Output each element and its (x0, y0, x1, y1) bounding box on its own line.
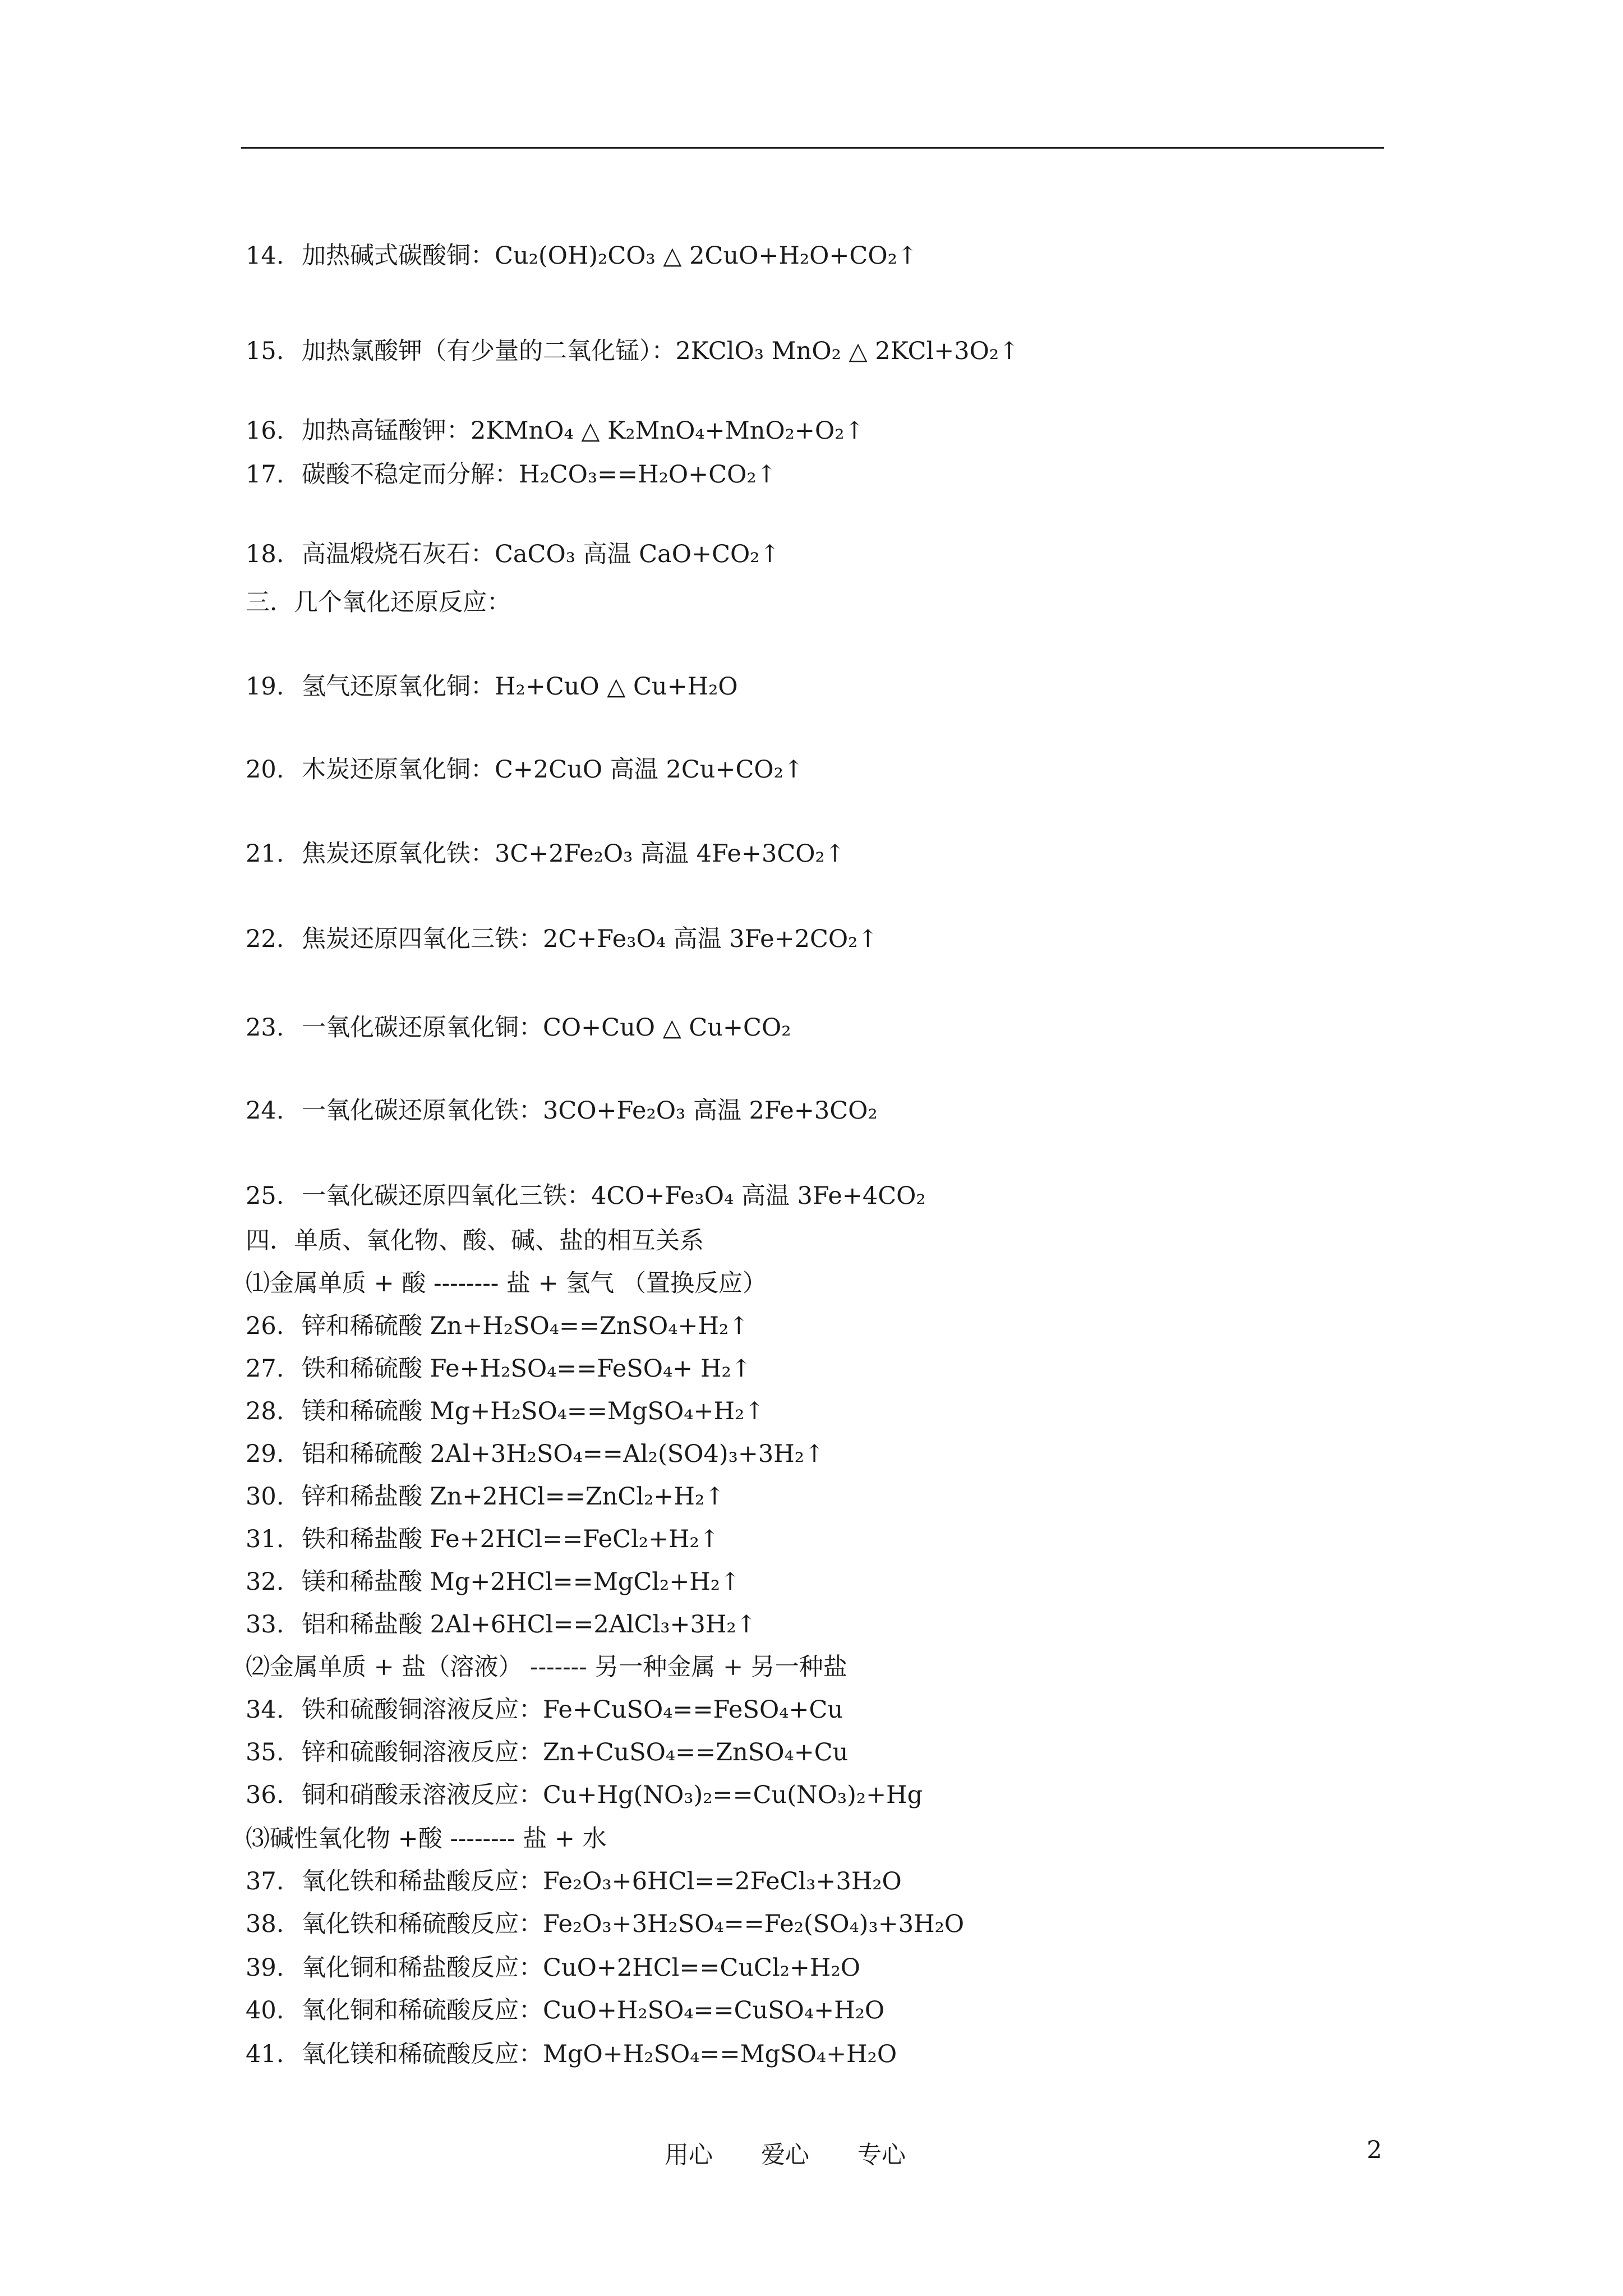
equation-line (246, 1481, 725, 1512)
equation-line (246, 1012, 791, 1043)
equation-number: 32. (246, 1568, 284, 1596)
equation-text: 氧化铁和稀盐酸反应：Fe₂O₃+6HCl==2FeCl₃+3H₂O (302, 1867, 902, 1895)
equation-line (246, 1866, 902, 1897)
equation-number: 33. (246, 1611, 284, 1639)
equation-line (246, 240, 917, 272)
equation-number: 22. (246, 925, 284, 953)
equation-text: 铁和硫酸铜溶液反应：Fe+CuSO₄==FeSO₄+Cu (302, 1696, 843, 1724)
equation-line (246, 459, 777, 490)
equation-text: 镁和稀硫酸 Mg+H₂SO₄==MgSO₄+H₂↑ (302, 1397, 765, 1425)
equation-text: 碳酸不稳定而分解：H₂CO₃==H₂O+CO₂↑ (302, 461, 777, 489)
footer-motto (665, 2136, 954, 2170)
equation-number: 35. (246, 1738, 284, 1766)
equation-text: 锌和稀硫酸 Zn+H₂SO₄==ZnSO₄+H₂↑ (302, 1312, 749, 1340)
equation-number: 15. (246, 337, 284, 365)
equation-text: 铁和稀盐酸 Fe+2HCl==FeCl₂+H₂↑ (302, 1525, 720, 1553)
equation-line (246, 1995, 884, 2026)
equation-text: 焦炭还原氧化铁：3C+2Fe₂O₃ 高温 4Fe+3CO₂↑ (302, 840, 845, 868)
equation-line (246, 1438, 824, 1470)
equation-number: 23. (246, 1014, 284, 1042)
footer-word: 爱心 (761, 2141, 809, 2169)
equation-text: 镁和稀盐酸 Mg+2HCl==MgCl₂+H₂↑ (302, 1568, 741, 1596)
equation-number: 17. (246, 461, 284, 489)
equation-number: 34. (246, 1696, 284, 1724)
equation-text: 加热高锰酸钾：2KMnO₄ △ K₂MnO₄+MnO₂+O₂↑ (302, 417, 865, 445)
subsection-heading-text: ⑵金属单质 + 盐（溶液） ------- 另一种金属 + 另一种盐 (246, 1653, 847, 1681)
equation-number: 28. (246, 1397, 284, 1425)
equation-line (246, 1310, 749, 1342)
equation-line (246, 1779, 923, 1811)
equation-number: 30. (246, 1483, 284, 1511)
equation-text: 焦炭还原四氧化三铁：2C+Fe₃O₄ 高温 3Fe+2CO₂↑ (302, 925, 878, 953)
equation-number: 24. (246, 1097, 284, 1125)
equation-number: 37. (246, 1867, 284, 1895)
equation-line (246, 335, 1019, 367)
equation-line (246, 1609, 757, 1640)
equation-line (246, 2039, 897, 2070)
equation-number: 41. (246, 2040, 284, 2068)
equation-line (246, 1737, 848, 1768)
subsection-heading (246, 1823, 607, 1855)
equation-text: 氧化铁和稀硫酸反应：Fe₂O₃+3H₂SO₄==Fe₂(SO₄)₃+3H₂O (302, 1910, 965, 1938)
section-heading-text: 三．几个氧化还原反应： (246, 588, 511, 616)
equation-text: 一氧化碳还原氧化铁：3CO+Fe₂O₃ 高温 2Fe+3CO₂ (302, 1097, 878, 1125)
equation-text: 一氧化碳还原四氧化三铁：4CO+Fe₃O₄ 高温 3Fe+4CO₂ (302, 1182, 926, 1210)
equation-number: 16. (246, 417, 284, 445)
equation-number: 29. (246, 1440, 284, 1468)
equation-line (246, 1566, 740, 1598)
subsection-heading (246, 1268, 767, 1299)
equation-number: 21. (246, 840, 284, 868)
equation-number: 26. (246, 1312, 284, 1340)
subsection-heading-text: ⑴金属单质 + 酸 -------- 盐 + 氢气 （置换反应） (246, 1269, 767, 1297)
equation-line (246, 1908, 964, 1940)
equation-text: 木炭还原氧化铜：C+2CuO 高温 2Cu+CO₂↑ (302, 756, 804, 784)
equation-line (246, 539, 780, 570)
equation-number: 18. (246, 540, 284, 568)
equation-line (246, 838, 845, 869)
header-rule (241, 147, 1384, 149)
equation-line (246, 1095, 878, 1126)
page-number: 2 (1367, 2136, 1382, 2164)
equation-text: 氧化铜和稀盐酸反应：CuO+2HCl==CuCl₂+H₂O (302, 1954, 860, 1982)
equation-text: 氢气还原氧化铜：H₂+CuO △ Cu+H₂O (302, 673, 738, 701)
section-heading-text: 四．单质、氧化物、酸、碱、盐的相互关系 (246, 1227, 704, 1255)
equation-text: 氧化镁和稀硫酸反应：MgO+H₂SO₄==MgSO₄+H₂O (302, 2040, 897, 2068)
equation-line (246, 1952, 860, 1984)
equation-text: 铁和稀硫酸 Fe+H₂SO₄==FeSO₄+ H₂↑ (302, 1355, 751, 1383)
equation-number: 19. (246, 673, 284, 701)
equation-text: 锌和稀盐酸 Zn+2HCl==ZnCl₂+H₂↑ (302, 1483, 725, 1511)
equation-number: 31. (246, 1525, 284, 1553)
equation-text: 一氧化碳还原氧化铜：CO+CuO △ Cu+CO₂ (302, 1014, 791, 1042)
equation-line (246, 415, 864, 447)
equation-line (246, 1694, 843, 1726)
equation-line (246, 1396, 764, 1427)
equation-text: 加热氯酸钾（有少量的二氧化锰）：2KClO₃ MnO₂ △ 2KCl+3O₂↑ (302, 337, 1020, 365)
equation-text: 氧化铜和稀硫酸反应：CuO+H₂SO₄==CuSO₄+H₂O (302, 1996, 885, 2024)
equation-text: 高温煅烧石灰石：CaCO₃ 高温 CaO+CO₂↑ (302, 540, 780, 568)
equation-number: 14. (246, 242, 284, 270)
footer-word: 用心 (665, 2141, 713, 2169)
equation-text: 铝和稀硫酸 2Al+3H₂SO₄==Al₂(SO4)₃+3H₂↑ (302, 1440, 825, 1468)
equation-number: 36. (246, 1781, 284, 1809)
equation-line (246, 671, 738, 702)
footer-word: 专心 (857, 2141, 906, 2169)
subsection-heading (246, 1651, 847, 1683)
equation-number: 27. (246, 1355, 284, 1383)
section-heading (246, 587, 511, 618)
equation-number: 25. (246, 1182, 284, 1210)
equation-line (246, 754, 804, 785)
equation-number: 20. (246, 756, 284, 784)
equation-number: 39. (246, 1954, 284, 1982)
equation-line (246, 923, 878, 955)
equation-text: 锌和硫酸铜溶液反应：Zn+CuSO₄==ZnSO₄+Cu (302, 1738, 849, 1766)
equation-text: 铝和稀盐酸 2Al+6HCl==2AlCl₃+3H₂↑ (302, 1611, 757, 1639)
equation-line (246, 1524, 720, 1555)
equation-number: 38. (246, 1910, 284, 1938)
section-heading (246, 1225, 704, 1257)
equation-line (246, 1353, 751, 1384)
equation-text: 加热碱式碳酸铜：Cu₂(OH)₂CO₃ △ 2CuO+H₂O+CO₂↑ (302, 242, 917, 270)
equation-text: 铜和硝酸汞溶液反应：Cu+Hg(NO₃)₂==Cu(NO₃)₂+Hg (302, 1781, 923, 1809)
equation-line (246, 1180, 926, 1212)
equation-number: 40. (246, 1996, 284, 2024)
subsection-heading-text: ⑶碱性氧化物 +酸 -------- 盐 + 水 (246, 1825, 607, 1853)
